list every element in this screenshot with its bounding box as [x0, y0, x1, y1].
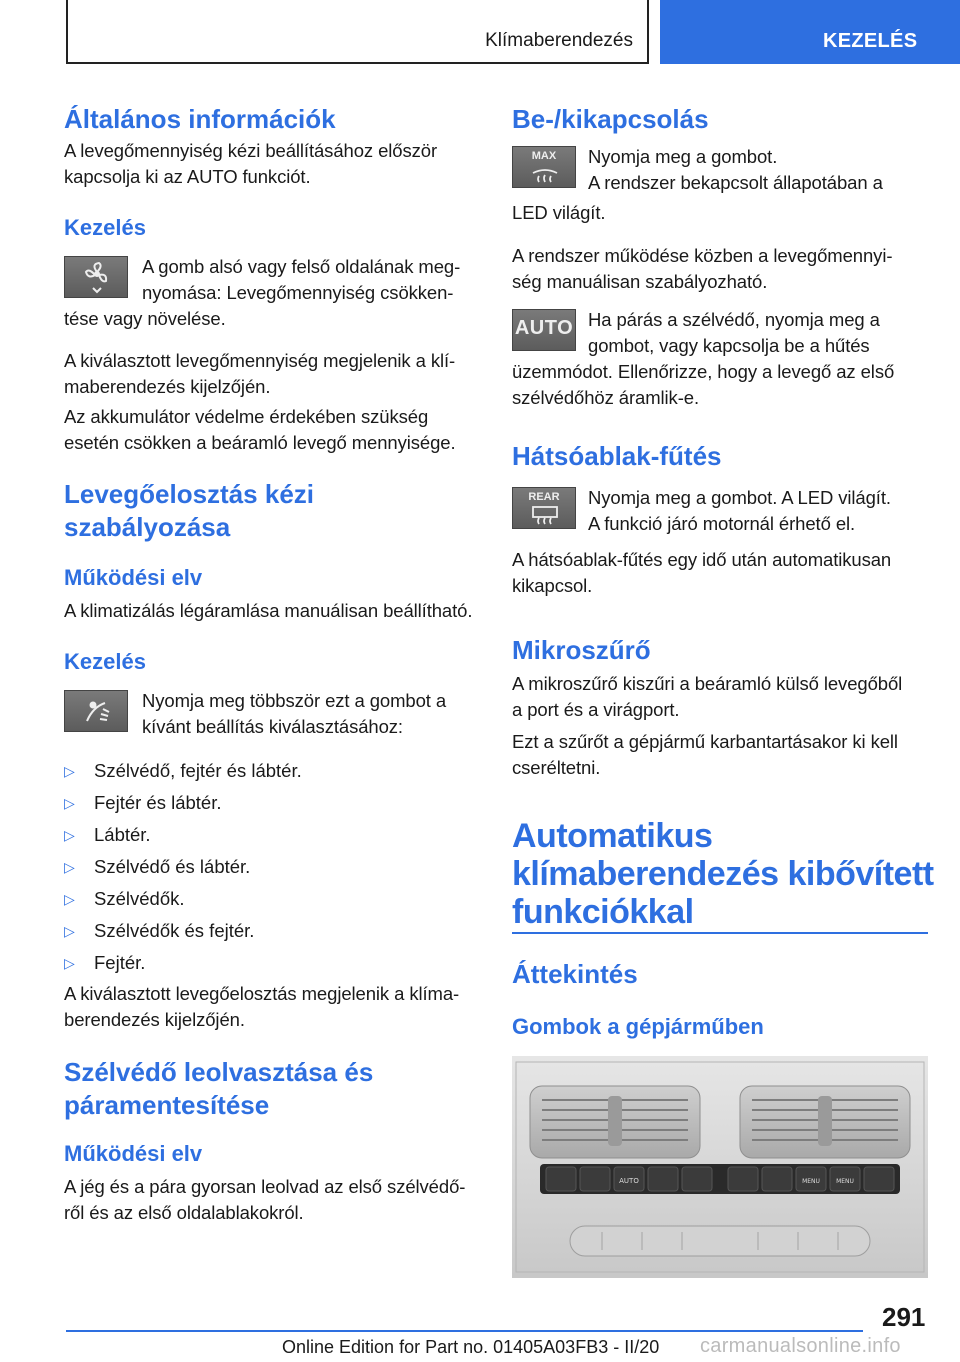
rear-window-heating-heading: Hátsóablak-fűtés	[512, 441, 722, 471]
general-info-heading: Általános információk	[64, 104, 336, 134]
operation-text-4: Nyomja meg többször ezt a gombot a kívánt beállítás kiválasztásához:	[142, 690, 447, 737]
automatic-climate-heading: Automatikus klímaberendezés kibővített funkciókkal	[512, 817, 934, 931]
principle-text-2: A jég és a pára gyorsan leolvad az első szélvédő- ről és az első oldalablakokról.	[64, 1176, 466, 1223]
fan-icon	[65, 257, 129, 299]
principle-text-1: A klimatizálás légáramlása manuálisan beállítható.	[64, 600, 473, 621]
max-button-image	[512, 146, 576, 188]
triangle-bullet-icon: ▷	[64, 923, 75, 939]
rear-text-1: Nyomja meg a gombot. A LED világít. A funkció járó motornál érhető el.	[588, 487, 891, 534]
page-number: 291	[882, 1302, 926, 1332]
header-chapter-tab[interactable]	[660, 0, 960, 64]
principle-heading-2: Működési elv	[64, 1141, 203, 1166]
distribution-after-text: A kiválasztott levegőelosztás megjelenik a klíma- berendezés kijelzőjén.	[64, 983, 460, 1030]
header-section	[66, 0, 649, 64]
operation-heading-2: Kezelés	[64, 649, 146, 674]
triangle-bullet-icon: ▷	[64, 763, 75, 779]
general-info-text: A levegőmennyiség kézi beállításához először kapcsolja ki az AUTO funkciót.	[64, 140, 438, 187]
photo-menu-label-2: MENU	[836, 1178, 854, 1185]
triangle-bullet-icon: ▷	[64, 827, 75, 843]
on-off-text-1b: LED világít.	[512, 202, 606, 223]
on-off-text-3b: üzemmódot. Ellenőrizze, hogy a levegő az első szélvédőhöz áramlik-e.	[512, 361, 895, 408]
principle-heading-1: Működési elv	[64, 565, 203, 590]
triangle-bullet-icon: ▷	[64, 955, 75, 971]
footer-brand-watermark: carmanualsonline.info	[700, 1335, 901, 1357]
operation-heading-1: Kezelés	[64, 215, 146, 240]
overview-heading: Áttekintés	[512, 959, 638, 989]
climate-panel-illustration	[512, 1056, 928, 1278]
on-off-text-3: Ha párás a szélvédő, nyomja meg a gombot, vagy kapcsolja be a hűtés	[588, 309, 880, 356]
defrost-heading: Szélvédő leolvasztása és páramentesítése	[64, 1057, 374, 1120]
air-distribution-button-image	[64, 690, 128, 732]
air-distribution-heading: Levegőelosztás kézi szabályozása	[64, 479, 314, 542]
footer-edition-text: Online Edition for Part no. 01405A03FB3 - II/20	[282, 1337, 660, 1357]
rear-label: REAR	[528, 491, 560, 503]
operation-text-1b: tése vagy növelése.	[64, 308, 226, 329]
rear-text-2: A hátsóablak-fűtés egy idő után automatikusan kikapcsol.	[512, 549, 892, 596]
auto-label: AUTO	[514, 317, 574, 339]
operation-text-1: A gomb alsó vagy felső oldalának meg- nyomása: Levegőmennyiség csökken-	[142, 256, 461, 303]
footer-rule	[66, 1330, 863, 1332]
header-chapter-title: KEZELÉS	[823, 30, 918, 52]
operation-text-2: A kiválasztott levegőmennyiség megjelenik a klí- maberendezés kijelzőjén.	[64, 350, 456, 397]
triangle-bullet-icon: ▷	[64, 859, 75, 875]
auto-button-image	[512, 309, 576, 351]
on-off-heading: Be-/kikapcsolás	[512, 104, 709, 134]
buttons-in-vehicle-heading: Gombok a gépjárműben	[512, 1014, 764, 1039]
micro-filter-text-2: Ezt a szűrőt a gépjármű karbantartásakor ki kell cseréltetni.	[512, 731, 898, 778]
section-rule	[512, 932, 928, 934]
triangle-bullet-icon: ▷	[64, 795, 75, 811]
air-distribution-icon	[65, 691, 129, 733]
photo-menu-label-1: MENU	[802, 1178, 820, 1185]
triangle-bullet-icon: ▷	[64, 891, 75, 907]
rear-button-image	[512, 487, 576, 529]
max-label: MAX	[531, 150, 557, 162]
micro-filter-heading: Mikroszűrő	[512, 635, 651, 665]
windshield-defrost-icon	[513, 147, 577, 189]
on-off-text-1: Nyomja meg a gombot. A rendszer bekapcsolt állapotában a	[588, 146, 883, 193]
micro-filter-text-1: A mikroszűrő kiszűri a beáramló külső levegőből a port és a virágport.	[512, 673, 903, 720]
on-off-text-2: A rendszer működése közben a levegőmennyi- ség manuálisan szabályozható.	[512, 245, 893, 292]
rear-defrost-icon	[513, 488, 577, 530]
photo-auto-label: AUTO	[619, 1177, 639, 1185]
header-section-title: Klímaberendezés	[485, 30, 633, 51]
fan-button-image	[64, 256, 128, 298]
operation-text-3: Az akkumulátor védelme érdekében szükség esetén csökken a beáramló levegő mennyisége.	[64, 406, 456, 453]
climate-panel-photo	[512, 1056, 928, 1278]
